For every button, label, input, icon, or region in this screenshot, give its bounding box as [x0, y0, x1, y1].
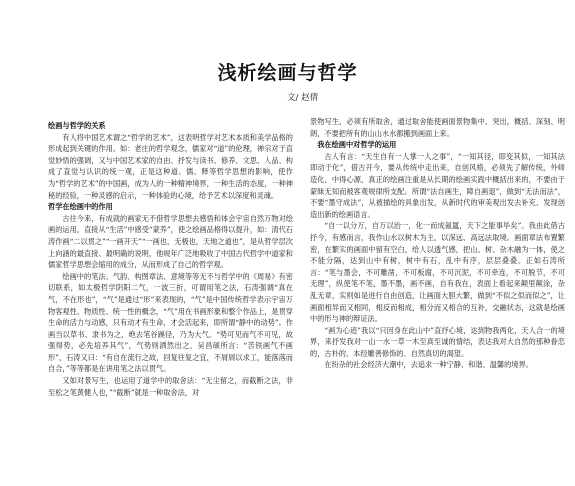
section-heading-relationship: 绘画与哲学的关系: [48, 121, 106, 130]
article-title: 浅析绘画与哲学: [217, 62, 358, 84]
section-heading-role: 哲学在绘画中的作用: [48, 202, 113, 212]
paragraph: 又如对景写生，也运用了道学中的取舍法：“无尘留之，而截断之法，非至松之笔黄健人也，”“截断”就是一种取舍法，对: [48, 376, 293, 397]
paragraph: 有人将中国艺术谓之“哲学的艺术”，这表明哲学对艺术本质和美学品格的形成起到关键的作用。如：老庄的哲学观念，儒家对“道”的伦理，禅宗对于直觉妙悟的强调，又与中国艺术家的自由、抒发与读书、修养、文思、人品、构成了直觉与认识的统一观，正是这种道、儒、释等哲学思想的影响，使作为“哲学的艺术”的中国画，成为人的一种精神境界，一种生活的态度，一种神秘的经验，一种灵感的启示，一种体验的心境，给予艺术以深度和灵魂。: [48, 132, 293, 200]
right-column: [310, 116, 565, 371]
paragraph: 古往今来，有成就的画家无不借哲学思想去感悟和体会宇宙自然万物对绘画的运用，直接从“生活”中感受“蒙养”，使之绘画品格得以提升，如：清代石涛作画“二以贯之”“一画开天”“一画也，无极也，天地之道也”，是从哲学层次上向涵的最直接、最明确的说明，他规年广泛地吸收了中国古代哲学中道家和儒家哲学思想会缩用的成分，从而形成了自己的哲学观。: [48, 213, 293, 270]
paragraph: “自一以分万，自万以治一，化一而成氤氲，天下之能事毕矣”。我由此借古抒今，有感而言，我作山水以树木为主，以深远、高远法取境。画面章法布置繁密，在繁实的画面中留有空白，给人以透气感，把山、树、杂木融为一体，使之不能分隔，达到山中有树，树中有石，乱中有序，层层叠叠。正如石涛所言：“笔与墨会，不可雕凿，不可板腐，不可沉泥，不可牵连，不可脱节，不可无理”，纵使笔不笔，墨不墨，画不画，自有我在，表面上看起来颠里颠涂，杂乱无章，实则如是进行自由创造，让画面大胆大繁，做到“不似之似而似之”，让画面相异而又相同，相反而相成，相分而又相合的互补，交融状态，这就是绘画中的形与神的辩证法。: [310, 221, 565, 324]
article-author: 文/ 赵倩: [287, 93, 319, 103]
paragraph: 绘画中的笔法、气韵、构图章法、意境等等无不与哲学中的《周易》有密切联系，如太极哲学阴阳二气，一波三折，可谓用笔之法，石涛强调“真在气，不在形也”，“气”是通过“形”来表现的，“气”是中国传统哲学表示宇宙万物客观性、物质性、统一性的概念，“气”用在书画形象和整个作品上，是贯穿生命的活力与动感，只有动才有生命，才会活起来，即所谓“静中的动势”。作画当以草书、隶书为之，绝去笔谷蹊径，乃为大气。“势可见而气不可见，故强得势，必先培养其气”，气势则洒然出之，吴昌硕所言：“苦铁画气不画形”，石涛又曰：“有自在流行之故，回复往复之宜，不屑屑以求工，能落落而自合，”等等都是在讲用笔之法以贯气。: [48, 271, 293, 374]
paragraph-continuation: 景物写生，必须有所取舍，通过取舍能使画面景物集中、突出，概括、深刻、明朗，不要把所有的山山水水都搬到画面上来。: [310, 117, 565, 138]
paragraph: 在纷杂的社会经济大潮中，去追求一种宁静、和谐、温馨的境界。: [324, 360, 533, 370]
section-heading-application: 我在绘画中对哲学的运用: [317, 140, 397, 150]
paragraph: 古人有言：“天生自有一人掌一人之事”，“一知其径，即变其似，一知其法即动于化”，借古开今，要从传统中走出来，自创风格，必须先了解传统，外师造化，中得心源，真正的绘画注重是从长期的绘画实践中概括出来的，不要由于蒙昧无知而被客观规律所支配。所谓“法自画生，障自画退”，做到“无法而法”，不要“墨守成法”，从被描绘的具象出发，从新时代的审美观出发去补充、发现创造出新的绘画语言。: [310, 151, 565, 219]
paragraph: “画为心迹”我以“只因身在此山中”直抒心境，达到物我两化，天人合一的境界，来抒发我对一山一水一草一木至真至诚的情结，表达我对大自然的那种眷恋的，古朴的、本经雕善修饰的、自然真切的渴望。: [310, 325, 565, 358]
left-column: [48, 120, 293, 398]
